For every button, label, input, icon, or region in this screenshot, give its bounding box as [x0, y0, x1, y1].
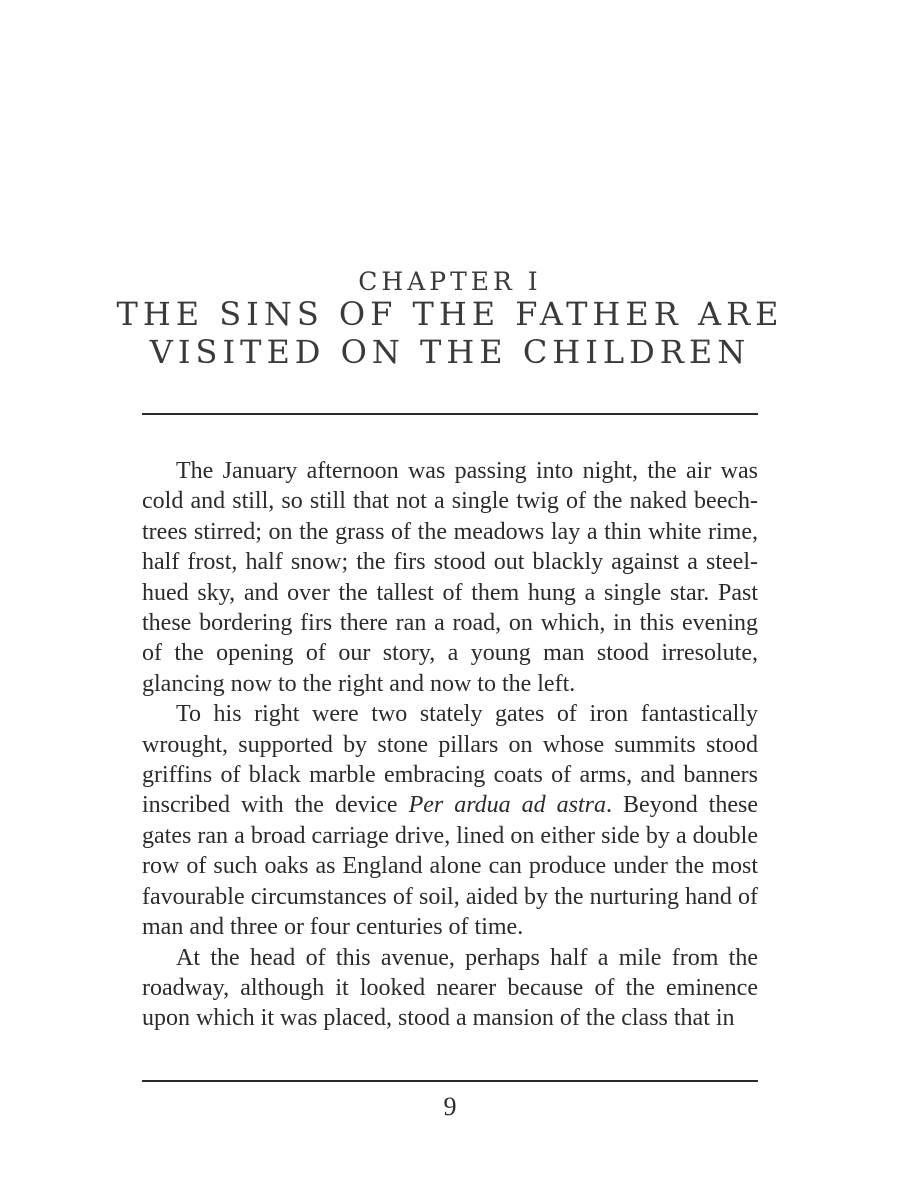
- paragraph-1: The January afternoon was passing into night, the air was cold and still, so still that not a single twig of the naked beechtrees stirred; on the grass of the meadows lay a thin white rime, half frost, half snow; the firs stood out blackly against a steelhued sky, and over the tallest of them hung a single star. Past these bordering firs there ran a road, on which, in this evening of the opening of our story, a young man stood irresolute, glancing now to the right and now to the left.: [142, 458, 758, 697]
- paragraph-2-text-after: . Beyond these gates ran a broad carriage drive, lined on either side by a double row of such oaks as England alone can produce under the most favourable circumstances of soil, aided by the nurturing hand of man and three or four centuries of time.: [142, 792, 758, 941]
- chapter-label: CHAPTER I: [358, 267, 542, 296]
- page-number: 9: [443, 1092, 457, 1121]
- header-divider: [142, 413, 758, 415]
- footer-divider: [142, 1080, 758, 1082]
- paragraph-2: [142, 699, 758, 942]
- body-text: [142, 456, 758, 1034]
- chapter-title-line-1: THE SINS OF THE FATHER ARE: [116, 295, 784, 333]
- motto-italic: Per ardua ad astra: [408, 792, 607, 819]
- chapter-title: [0, 295, 900, 371]
- paragraph-2-text-before: To his right were two stately gates of iron fantastically wrought, supported by stone pillars on whose summits stood griffins of black marble embracing coats of arms, and banners inscribed with the device: [142, 701, 758, 819]
- paragraph-3: At the head of this avenue, perhaps half a mile from the roadway, although it looked nearer because of the eminence upon which it was placed, stood a mansion of the class that in: [142, 944, 758, 1032]
- chapter-title-line-2: VISITED ON THE CHILDREN: [149, 333, 751, 371]
